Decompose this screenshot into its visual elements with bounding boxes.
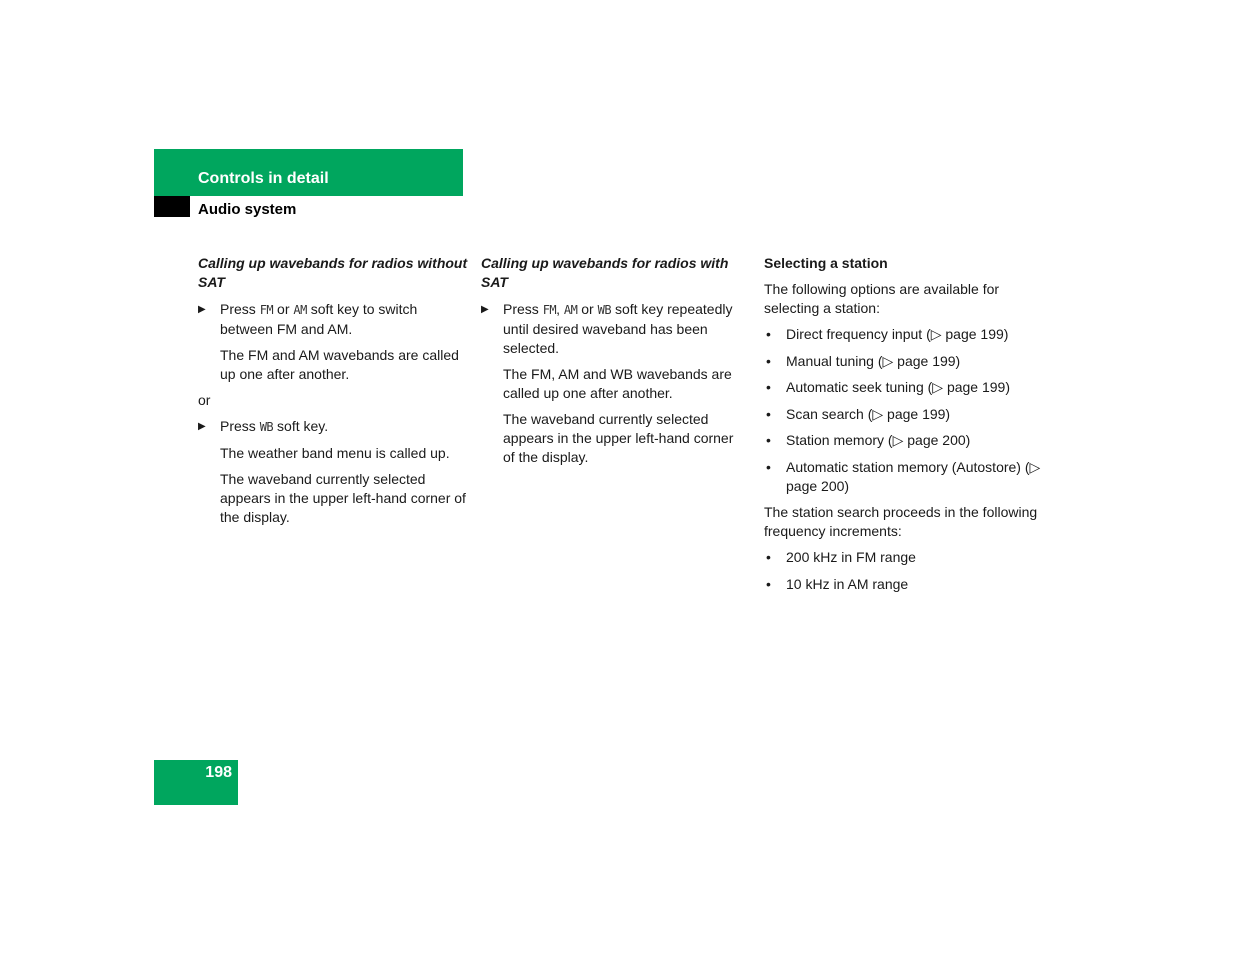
bullet-icon: • (766, 405, 771, 422)
am-key: AM (293, 303, 307, 317)
bullet-icon: • (766, 379, 771, 395)
am-key: AM (563, 303, 578, 317)
section-title: Controls in detail (198, 170, 329, 187)
list-item: • Direct frequency input (▷ page 199) (766, 326, 1009, 342)
list-item: • Station memory (▷ page 200) (766, 432, 971, 448)
increments-list (764, 548, 1044, 594)
wb-key: WB (597, 303, 612, 317)
result-note: The FM and AM wavebands are called up one after another. (220, 347, 459, 382)
column-with-sat (481, 254, 743, 474)
bullet-icon: • (766, 549, 771, 565)
instruction-step: ▶ Press FM, AM or WB soft key repeatedly until desired waveband has been selected. (481, 301, 733, 356)
list-item: • Automatic station memory (Autostore) (▷ page 200) (766, 458, 1041, 494)
bullet-icon: • (766, 458, 771, 475)
section-marker (154, 196, 190, 217)
subsection-title: Audio system (198, 201, 297, 218)
options-list (764, 325, 1044, 496)
result-note: The weather band menu is called up. (220, 445, 450, 461)
bullet-icon: • (766, 352, 771, 369)
result-note: The waveband currently selected appears in the upper left-hand corner of the display. (220, 471, 466, 525)
or-text: or (198, 392, 211, 408)
page-number: 198 (205, 764, 232, 781)
list-item: • Scan search (▷ page 199) (766, 405, 951, 422)
list-item: • Automatic seek tuning (▷ page 199) (766, 379, 1011, 395)
arrow-icon: ▶ (481, 304, 489, 315)
heading-without-sat: Calling up wavebands for radios without SAT (198, 255, 468, 290)
instruction-step: ▶ Press FM or AM soft key to switch between FM and AM. (198, 301, 418, 337)
result-note: The waveband currently selected appears in the upper left-hand corner of the display. (503, 411, 734, 465)
bullet-icon: • (766, 326, 771, 342)
bullet-icon: • (766, 432, 771, 448)
list-item: • 10 kHz in AM range (766, 575, 909, 592)
list-item: • 200 kHz in FM range (766, 549, 916, 565)
list-item: • Manual tuning (▷ page 199) (766, 352, 961, 369)
increments-intro: The station search proceeds in the following frequency increments: (764, 504, 1038, 539)
column-without-sat (198, 254, 468, 534)
heading-with-sat: Calling up wavebands for radios with SAT (481, 255, 729, 290)
arrow-icon: ▶ (198, 421, 206, 432)
wb-key: WB (259, 420, 274, 434)
fm-key: FM (542, 303, 557, 317)
result-note: The FM, AM and WB wavebands are called up one after another. (503, 366, 732, 401)
fm-key: FM (259, 303, 274, 317)
instruction-step: ▶ Press WB soft key. (198, 418, 329, 434)
intro-text: The following options are available for selecting a station: (764, 281, 1000, 316)
arrow-icon: ▶ (198, 304, 206, 315)
column-selecting-station (764, 254, 1044, 601)
heading-selecting-station: Selecting a station (764, 255, 888, 271)
bullet-icon: • (766, 575, 771, 592)
